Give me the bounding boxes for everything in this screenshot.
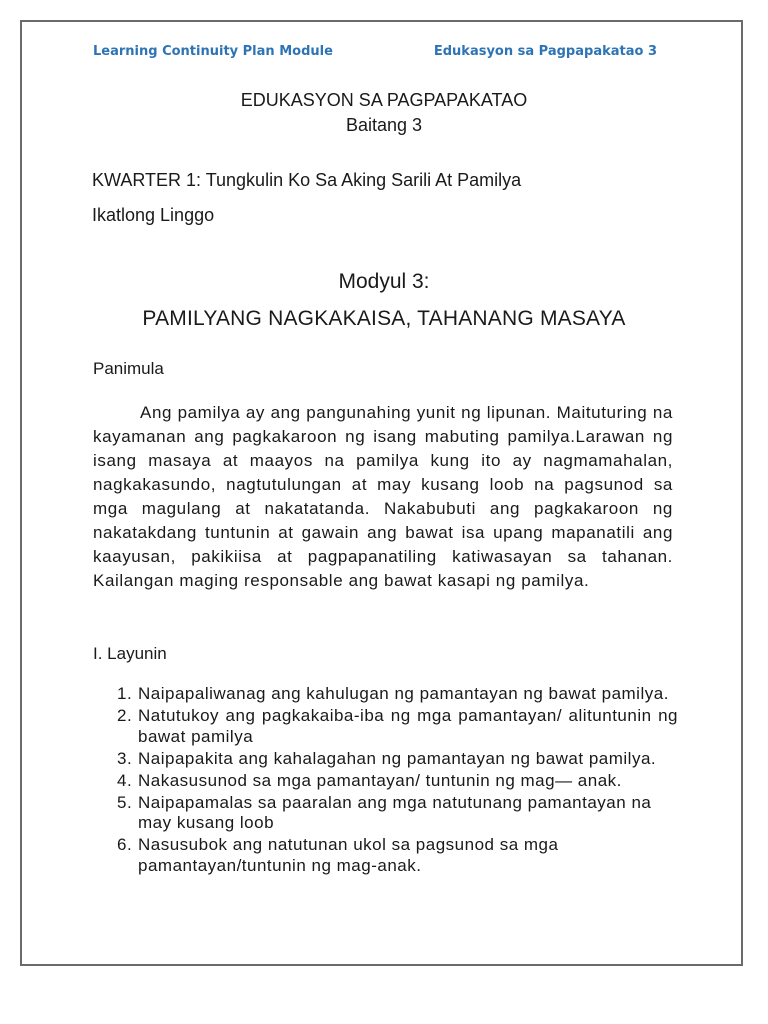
objective-item — [93, 835, 678, 876]
objective-text: Naipapamalas sa paaralan ang mga natutunang pamantayan na may kusang loob — [138, 792, 652, 832]
objective-number: 4. — [117, 770, 133, 790]
grade-level: Baitang 3 — [345, 115, 423, 135]
objectives-list — [93, 684, 678, 878]
module-number: Modyul 3: — [338, 270, 430, 293]
objective-number: 6. — [117, 835, 133, 854]
introduction-paragraph: Ang pamilya ay ang pangunahing yunit ng lipunan. Maituturing na kayamanan ang pagkakaroon ng isang mabuting pamilya.Larawan ng isang masaya at maayos na pamilya kung ito ay nagmamahalan, nagkakasundo, nagtutulungan at may kusang loob na pagsunod sa mga magulang at nakatatanda. Nakabubuti ang pagkakaroon ng nakatakdang tuntunin at gawain ang bawat isa upang mapanatili ang kaayusan, pakikiisa at pagpapanatiling katiwasayan sa tahanan. Kailangan maging responsable ang bawat kasapi ng pamilya. — [93, 403, 673, 590]
objective-item — [93, 706, 678, 747]
objective-number: 1. — [117, 684, 133, 703]
objective-item — [93, 771, 678, 792]
subject-title: EDUKASYON SA PAGPAPAKATAO — [240, 90, 528, 110]
objective-number: 2. — [117, 706, 133, 725]
objective-item — [93, 749, 678, 770]
objective-number: 3. — [117, 748, 133, 768]
quarter-line: KWARTER 1: Tungkulin Ko Sa Aking Sarili At Pamilya — [92, 170, 522, 190]
title-block — [0, 88, 768, 138]
week-line: Ikatlong Linggo — [92, 205, 215, 225]
objective-text: Naipapakita ang kahalagahan ng pamantayan ng bawat pamilya. — [138, 748, 657, 768]
module-title: PAMILYANG NAGKAKAISA, TAHANANG MASAYA — [142, 307, 626, 330]
header-left-text: Learning Continuity Plan Module — [93, 44, 333, 59]
objective-text: Naipapaliwanag ang kahulugan ng pamantayan ng bawat pamilya. — [138, 684, 669, 703]
objective-number: 5. — [117, 792, 133, 812]
introduction-heading: Panimula — [93, 359, 164, 378]
objective-text: Natutukoy ang pagkakaiba-iba ng mga pamantayan/ alituntunin ng bawat pamilya — [138, 706, 678, 746]
header-right-text: Edukasyon sa Pagpapakatao 3 — [433, 44, 657, 59]
objective-text: Nasusubok ang natutunan ukol sa pagsunod sa mga pamantayan/tuntunin ng mag-anak. — [138, 835, 559, 875]
objectives-heading: I. Layunin — [93, 644, 167, 663]
objective-text: Nakasusunod sa mga pamantayan/ tuntunin ng mag— anak. — [138, 770, 622, 790]
objective-item — [93, 684, 678, 705]
objective-item — [93, 793, 678, 834]
